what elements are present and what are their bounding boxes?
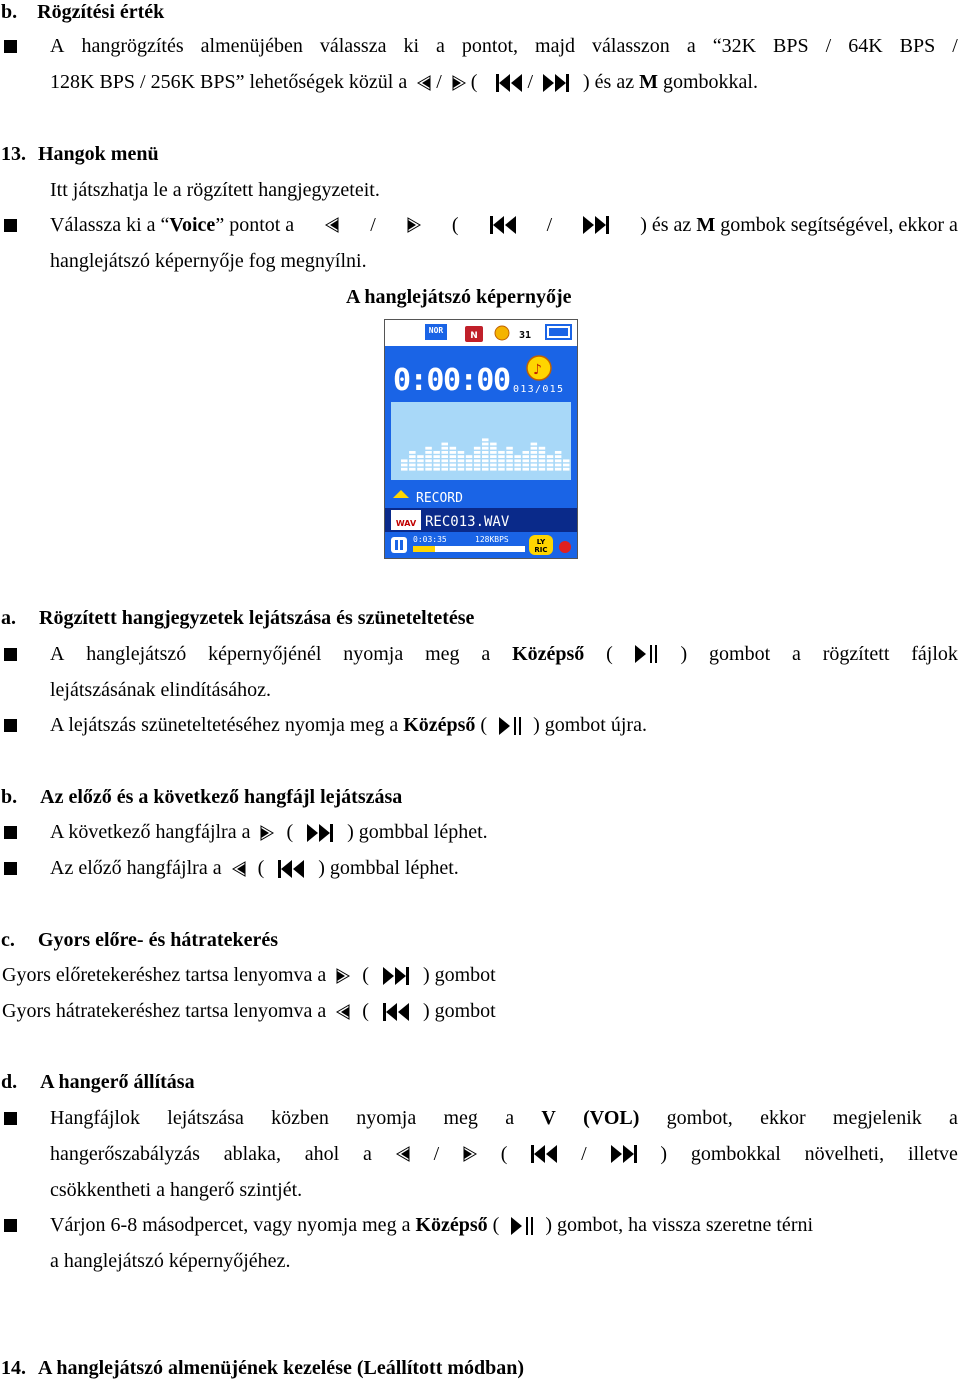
spectrum-segment (539, 459, 546, 462)
spectrum-segment (490, 447, 497, 450)
paragraph-line (50, 642, 958, 666)
spectrum-segment (409, 451, 416, 454)
word: gombot (709, 643, 771, 665)
spectrum-segment (401, 468, 408, 471)
spectrum-segment (442, 464, 449, 467)
spectrum-segment (417, 464, 424, 467)
spectrum-segment (547, 455, 554, 458)
spectrum-segment (482, 459, 489, 462)
word: gombot, (666, 1107, 733, 1129)
next-track-icon (383, 967, 409, 985)
spectrum-segment (531, 451, 538, 454)
previous-track-icon (496, 74, 522, 92)
spectrum-segment (458, 451, 465, 454)
spectrum-segment (531, 464, 538, 467)
spectrum-segment (417, 459, 424, 462)
word: / (825, 35, 832, 57)
spectrum-segment (482, 438, 489, 441)
spectrum-segment (450, 468, 457, 471)
spectrum-segment (401, 464, 408, 467)
spectrum-segment (563, 464, 570, 467)
lyric-line2: RIC (534, 546, 548, 554)
file-name: REC013.WAV (425, 514, 510, 530)
spectrum-segment (442, 451, 449, 454)
paragraph-line: 128K BPS / 256K BPS” lehetőségek közül a / ( / ) és az M gombokkal. (50, 71, 758, 93)
word: BPS (899, 35, 936, 57)
play-pause-icon (635, 645, 659, 663)
subsection-heading: d. A hangerő állítása (1, 1071, 195, 1093)
spectrum-segment (514, 464, 521, 467)
spectrum-segment (433, 464, 440, 467)
word: a (686, 35, 696, 57)
word: A (50, 35, 65, 57)
spectrum-segment (523, 455, 530, 458)
spectrum-segment (498, 464, 505, 467)
word: “32K (712, 35, 757, 57)
word: fájlok (911, 643, 958, 665)
word: BPS (773, 35, 809, 57)
spectrum-segment (523, 451, 530, 454)
spectrum-segment (433, 451, 440, 454)
bullet (4, 648, 17, 661)
paragraph-line: a hanglejátszó képernyőjéhez. (50, 1250, 291, 1272)
spectrum-segment (450, 455, 457, 458)
spectrum-segment (490, 455, 497, 458)
left-arrow-icon (417, 75, 431, 91)
figure-caption: A hanglejátszó képernyője (346, 286, 572, 308)
word: nyomja (343, 643, 404, 665)
spectrum-segment (450, 447, 457, 450)
spectrum-segment (442, 455, 449, 458)
spectrum-segment (531, 443, 538, 446)
spectrum-segment (539, 451, 546, 454)
bullet (4, 1219, 17, 1232)
word: meg (443, 1107, 478, 1129)
word: a (481, 643, 491, 665)
left-arrow-icon (396, 1146, 410, 1162)
word: hangrögzítés (81, 35, 184, 57)
spectrum-segment (506, 447, 513, 450)
spectrum-segment (523, 459, 530, 462)
paragraph-line: Az előző hangfájlra a ( ) gombbal léphet. (50, 857, 459, 879)
spectrum-segment (531, 459, 538, 462)
spectrum-segment (506, 464, 513, 467)
spectrum-segment (458, 464, 465, 467)
section-heading: 13. Hangok menü (1, 143, 159, 165)
subsection-heading: a. Rögzített hangjegyzetek lejátszása és szüneteltetése (1, 607, 475, 629)
spectrum-segment (490, 464, 497, 467)
spectrum-segment (425, 455, 432, 458)
word: lejátszása (167, 1107, 244, 1129)
spectrum-segment (474, 468, 481, 471)
time-display: 0:00:00 (393, 363, 511, 398)
word: meg (425, 643, 460, 665)
play-pause-icon (511, 1217, 535, 1235)
spectrum-segment (450, 451, 457, 454)
spectrum-segment (409, 455, 416, 458)
spectrum-segment (401, 459, 408, 462)
previous-track-icon (490, 216, 516, 234)
spectrum-segment (425, 464, 432, 467)
word: Hangfájlok (50, 1107, 140, 1129)
left-arrow-icon (232, 861, 246, 877)
spectrum-segment (482, 455, 489, 458)
progress-fill (413, 546, 435, 552)
spectrum-segment (555, 459, 562, 462)
paragraph-line: hangerőszabályzás ablaka, ahol a / ( / ) gombokkal növelheti, illetve (50, 1143, 958, 1165)
spectrum-segment (506, 451, 513, 454)
paragraph-line: Várjon 6-8 másodpercet, vagy nyomja meg a Középső ( ) gombot, ha vissza szeretne térni (50, 1214, 814, 1236)
spectrum-segment (474, 451, 481, 454)
voice-player-screenshot (384, 319, 578, 559)
spectrum-segment (482, 447, 489, 450)
next-track-icon (583, 216, 609, 234)
svg-text:♪: ♪ (533, 362, 542, 378)
next-track-icon (543, 74, 569, 92)
word: almenüjében (200, 35, 303, 57)
spectrum-segment (498, 451, 505, 454)
word: pontot, (461, 35, 519, 57)
spectrum-segment (490, 451, 497, 454)
spectrum-segment (498, 455, 505, 458)
spectrum-segment (547, 464, 554, 467)
spectrum-segment (458, 455, 465, 458)
word: ekkor (760, 1107, 806, 1129)
spectrum-segment (506, 459, 513, 462)
spectrum-segment (425, 451, 432, 454)
word: válasszon (592, 35, 670, 57)
section-heading: 14. A hanglejátszó almenüjének kezelése (Leállított módban) (1, 1357, 525, 1379)
spectrum-segment (514, 468, 521, 471)
word: (VOL) (583, 1107, 640, 1129)
right-arrow-icon (452, 75, 466, 91)
right-arrow-icon (463, 1146, 477, 1162)
spectrum-segment (531, 455, 538, 458)
spectrum-segment (474, 464, 481, 467)
spectrum-segment (466, 468, 473, 471)
close-paren: ) (680, 643, 688, 665)
spectrum-segment (466, 464, 473, 467)
word: a (436, 35, 445, 57)
left-arrow-icon (325, 217, 339, 233)
spectrum-segment (490, 459, 497, 462)
bullet (4, 1112, 17, 1125)
next-track-icon (611, 1145, 637, 1163)
paragraph-line (50, 34, 958, 58)
word: ki (403, 35, 420, 57)
spectrum-segment (482, 443, 489, 446)
spectrum-segment (482, 464, 489, 467)
word: A (50, 643, 65, 665)
spectrum-segment (417, 468, 424, 471)
bullet (4, 219, 17, 232)
spectrum-segment (482, 468, 489, 471)
spectrum-segment (563, 468, 570, 471)
right-arrow-icon (407, 217, 421, 233)
volume-level: 31 (519, 330, 532, 341)
spectrum-segment (433, 455, 440, 458)
spectrum-segment (490, 443, 497, 446)
track-counter: 013/015 (513, 384, 563, 395)
paragraph-line: A lejátszás szüneteltetéséhez nyomja meg a Középső ( ) gombot újra. (50, 714, 647, 736)
word: nyomja (356, 1107, 417, 1129)
spectrum-segment (555, 464, 562, 467)
word: / (952, 35, 958, 57)
paragraph-line: hanglejátszó képernyője fog megnyílni. (50, 250, 367, 272)
spectrum-segment (425, 459, 432, 462)
paragraph-line (50, 1106, 958, 1130)
spectrum-segment (482, 451, 489, 454)
spectrum-segment (555, 451, 562, 454)
spectrum-segment (555, 468, 562, 471)
intro-text: Itt játszhatja le a rögzített hangjegyzeteit. (50, 179, 380, 201)
spectrum-segment (458, 459, 465, 462)
spectrum-segment (474, 455, 481, 458)
spectrum-segment (433, 468, 440, 471)
spectrum-segment (442, 459, 449, 462)
spectrum-segment (506, 455, 513, 458)
paragraph-line: A következő hangfájlra a ( ) gombbal léphet. (50, 821, 488, 843)
paragraph-line: lejátszásának elindításához. (50, 679, 272, 701)
spectrum-segment (563, 459, 570, 462)
spectrum-segment (506, 468, 513, 471)
lyric-line1: LY (536, 538, 546, 546)
spectrum-segment (466, 459, 473, 462)
word: megjelenik (832, 1107, 922, 1129)
eq-icon (495, 326, 509, 340)
spectrum-segment (409, 468, 416, 471)
player-screen (385, 320, 577, 558)
paragraph-line: Válassza ki a “ Voice ” pontot a / ( / ) és az M gombok segítségével, ekkor a (50, 214, 958, 236)
spectrum-segment (498, 459, 505, 462)
previous-track-icon (278, 860, 304, 878)
wav-label: WAV (395, 519, 417, 528)
left-arrow-icon (336, 1004, 350, 1020)
spectrum-segment (555, 455, 562, 458)
record-dot-icon (559, 541, 571, 553)
spectrum-segment (409, 459, 416, 462)
spectrum-segment (425, 468, 432, 471)
next-track-icon (307, 824, 333, 842)
pause-icon (391, 537, 407, 553)
spectrum-segment (458, 468, 465, 471)
spectrum-segment (433, 459, 440, 462)
right-arrow-icon (336, 968, 350, 984)
word: a (792, 643, 801, 665)
spectrum-segment (417, 455, 424, 458)
spectrum-segment (539, 468, 546, 471)
spectrum-segment (498, 468, 505, 471)
spectrum-segment (531, 447, 538, 450)
spectrum-segment (442, 443, 449, 446)
spectrum-segment (442, 468, 449, 471)
spectrum-segment (523, 464, 530, 467)
spectrum-segment (547, 468, 554, 471)
previous-track-icon (531, 1145, 557, 1163)
spectrum-segment (539, 455, 546, 458)
spectrum-segment (409, 464, 416, 467)
spectrum-segment (539, 464, 546, 467)
spectrum-segment (539, 447, 546, 450)
word: majd (535, 35, 576, 57)
open-paren: ( (606, 643, 613, 665)
spectrum-segment (490, 468, 497, 471)
spectrum-segment (474, 459, 481, 462)
bullet (4, 40, 17, 53)
word: a (949, 1107, 958, 1129)
play-pause-icon (499, 717, 523, 735)
mode-label: RECORD (416, 491, 463, 506)
spectrum-segment (466, 455, 473, 458)
spectrum-segment (523, 468, 530, 471)
paragraph-line: Gyors hátratekeréshez tartsa lenyomva a ( ) gombot (2, 1000, 496, 1022)
spectrum-segment (474, 447, 481, 450)
word: rögzített (822, 643, 890, 665)
word: válassza (319, 35, 387, 57)
word: 64K (848, 35, 883, 57)
subsection-heading: c. Gyors előre- és hátratekerés (1, 929, 278, 951)
elapsed-time: 0:03:35 (413, 535, 447, 544)
spectrum-segment (442, 447, 449, 450)
nor-label: NOR (428, 326, 444, 335)
word: Középső (512, 643, 585, 665)
word: hanglejátszó (86, 643, 187, 665)
paragraph-line: Gyors előretekeréshez tartsa lenyomva a ( ) gombot (2, 964, 496, 986)
previous-track-icon (383, 1003, 409, 1021)
word: képernyőjénél (208, 643, 322, 665)
spectrum-segment (531, 468, 538, 471)
paragraph-line: csökkentheti a hangerő szintjét. (50, 1179, 303, 1201)
word: a (505, 1107, 515, 1129)
spectrum-segment (425, 447, 432, 450)
bullet (4, 862, 17, 875)
section-heading: b. Rögzítési érték (1, 1, 165, 23)
subsection-heading: b. Az előző és a következő hangfájl lejátszása (1, 786, 403, 808)
spectrum-segment (450, 464, 457, 467)
word: V (541, 1107, 556, 1129)
bullet (4, 719, 17, 732)
spectrum-segment (547, 459, 554, 462)
repeat-label: N (470, 331, 478, 341)
spectrum-segment (514, 459, 521, 462)
word: közben (271, 1107, 329, 1129)
bitrate-label: 128KBPS (475, 535, 509, 544)
spectrum-segment (514, 455, 521, 458)
bullet (4, 826, 17, 839)
right-arrow-icon (260, 825, 274, 841)
spectrum-segment (450, 459, 457, 462)
